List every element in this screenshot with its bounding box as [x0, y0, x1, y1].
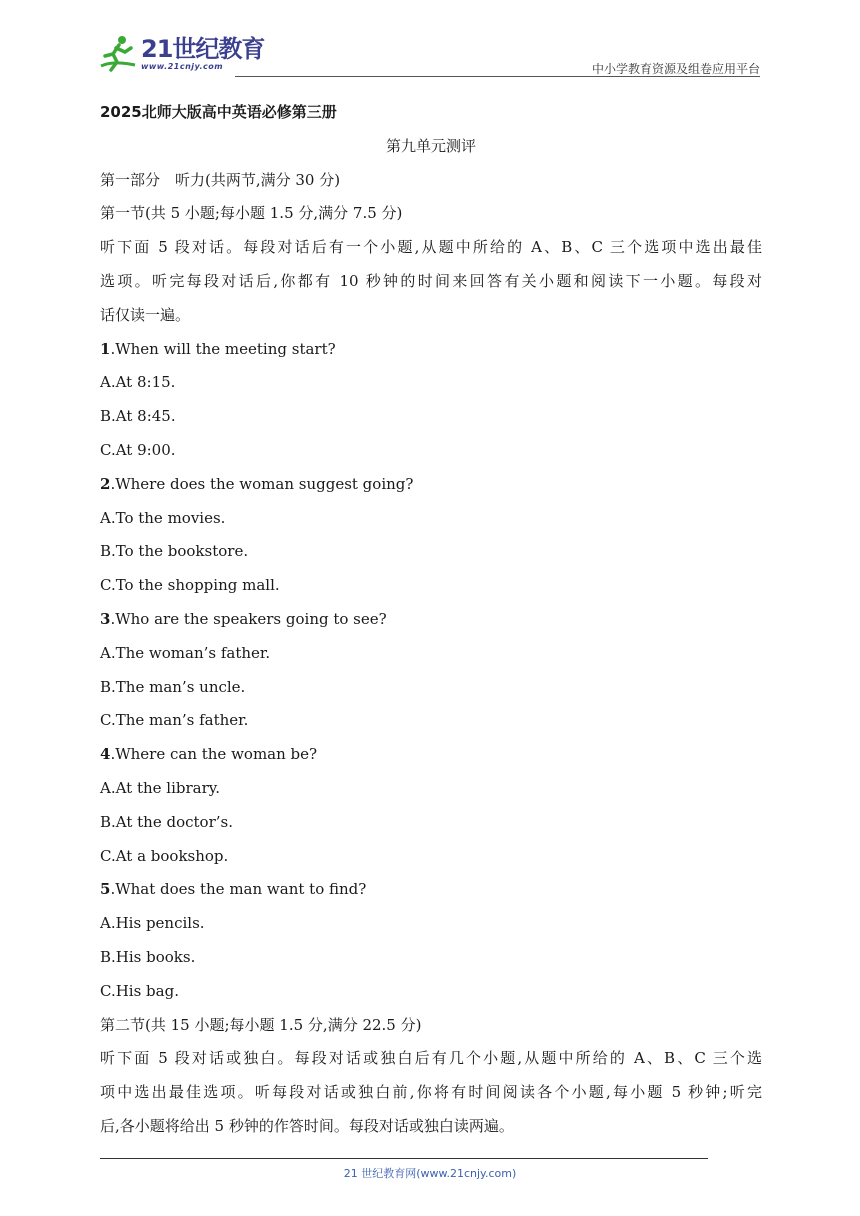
- answer-option: A.His pencils.: [100, 914, 205, 933]
- question-text: .Who are the speakers going to see?: [110, 609, 387, 628]
- question-text: .When will the meeting start?: [110, 339, 336, 358]
- instruction-line: 选项。听完每段对话后,你都有 10 秒钟的时间来回答有关小题和阅读下一小题。每段对: [100, 271, 762, 290]
- question-number: 5: [100, 880, 111, 899]
- footer-text: 21 世纪教育网(www.21cnjy.com): [343, 1167, 517, 1180]
- footer-divider: [100, 1158, 708, 1159]
- answer-option: C.His bag.: [100, 981, 179, 1000]
- answer-option: B.His books.: [100, 947, 196, 966]
- instruction-line: 项中选出最佳选项。听每段对话或独白前,你将有时间阅读各个小题,每小题 5 秒钟;听完: [100, 1083, 762, 1102]
- question-stem: [100, 873, 762, 907]
- section-heading: 第二节(共 15 小题;每小题 1.5 分,满分 22.5 分): [100, 1015, 422, 1034]
- instruction-line: 话仅读一遍。: [100, 305, 191, 324]
- question-number: 2: [100, 474, 111, 493]
- instruction-line: 听下面 5 段对话。每段对话后有一个小题,从题中所给的 A、B、C 三个选项中选出最佳: [100, 238, 762, 257]
- answer-option: A.At the library.: [100, 778, 221, 797]
- answer-option: C.To the shopping mall.: [100, 576, 280, 595]
- logo-brand-text: 21世纪教育: [141, 35, 265, 63]
- question-stem: [100, 333, 762, 367]
- question-stem: [100, 738, 762, 772]
- question-block: [100, 333, 762, 468]
- document-body: [100, 96, 762, 1144]
- answer-option: B.At the doctor’s.: [100, 812, 233, 831]
- unit-title: 第九单元测评: [385, 136, 476, 155]
- answer-option: B.To the bookstore.: [100, 542, 249, 561]
- question-number: 4: [100, 745, 111, 764]
- site-logo: [95, 32, 264, 76]
- question-number: 1: [100, 339, 111, 358]
- answer-option: B.The man’s uncle.: [100, 677, 246, 696]
- question-stem: [100, 468, 762, 502]
- logo-url-text: www.21cnjy.com: [141, 62, 224, 71]
- question-block: [100, 468, 762, 603]
- instruction-line: 听下面 5 段对话或独白。每段对话或独白后有几个小题,从题中所给的 A、B、C 三个选: [100, 1049, 762, 1068]
- question-text: .Where does the woman suggest going?: [110, 474, 414, 493]
- question-block: [100, 603, 762, 738]
- question-block: [100, 873, 762, 1008]
- answer-option: A.At 8:15.: [100, 373, 176, 392]
- document-title: 2025北师大版高中英语必修第三册: [100, 103, 337, 121]
- question-stem: [100, 603, 762, 637]
- header-platform-name: 中小学教育资源及组卷应用平台: [591, 62, 760, 76]
- answer-option: A.The woman’s father.: [100, 643, 271, 662]
- answer-option: C.The man’s father.: [100, 711, 249, 730]
- part-heading: 第一部分 听力(共两节,满分 30 分): [100, 170, 341, 189]
- section-heading: 第一节(共 5 小题;每小题 1.5 分,满分 7.5 分): [100, 204, 403, 223]
- runner-logo-icon: [95, 32, 139, 76]
- answer-option: C.At 9:00.: [100, 440, 176, 459]
- question-number: 3: [100, 609, 111, 628]
- header-divider: [235, 76, 760, 77]
- page-header: [95, 30, 760, 78]
- question-text: .What does the man want to find?: [110, 880, 367, 899]
- question-text: .Where can the woman be?: [110, 745, 318, 764]
- answer-option: C.At a bookshop.: [100, 846, 229, 865]
- answer-option: B.At 8:45.: [100, 407, 176, 426]
- instruction-line: 后,各小题将给出 5 秒钟的作答时间。每段对话或独白读两遍。: [100, 1116, 514, 1135]
- question-block: [100, 738, 762, 873]
- answer-option: A.To the movies.: [100, 508, 226, 527]
